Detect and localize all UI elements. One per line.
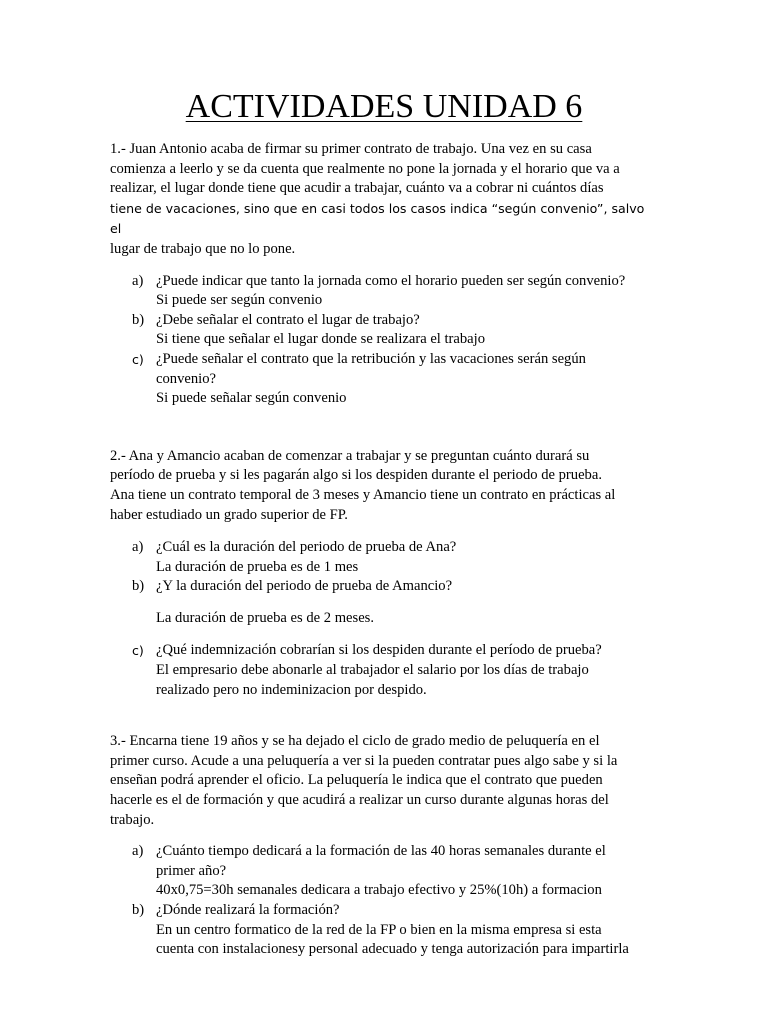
list-marker: c) xyxy=(132,351,144,367)
list-item xyxy=(110,577,658,628)
section-1 xyxy=(110,140,658,409)
intro-line: 2.- Ana y Amancio acaban de comenzar a trabajar y se preguntan cuánto durará su xyxy=(110,447,590,464)
intro-line: enseñan podrá aprender el oficio. La peluquería le indica que el contrato que pueden xyxy=(110,772,603,789)
intro-line: tiene de vacaciones, sino que en casi todos los casos indica “según convenio”, salvo el xyxy=(110,200,645,237)
answer-text: La duración de prueba es de 2 meses. xyxy=(156,609,375,626)
section-3-questions xyxy=(110,842,658,960)
section-1-intro xyxy=(110,140,658,260)
intro-line: lugar de trabajo que no lo pone. xyxy=(110,240,296,257)
answer-text: En un centro formatico de la red de la FP o bien en la misma empresa si esta xyxy=(156,921,602,938)
question-text: ¿Debe señalar el contrato el lugar de trabajo? xyxy=(156,311,420,328)
list-item xyxy=(110,311,658,350)
list-marker: b) xyxy=(132,311,145,328)
answer-text: realizado pero no indeminizacion por despido. xyxy=(156,681,427,698)
list-item xyxy=(110,538,658,577)
intro-line: trabajo. xyxy=(110,811,155,828)
answer-text: cuenta con instalacionesy personal adecuado y tenga autorización para impartirla xyxy=(156,941,629,958)
question-text: convenio? xyxy=(156,370,216,387)
intro-line: primer curso. Acude a una peluquería a ver si la pueden contratar pues algo sabe y si la xyxy=(110,752,618,769)
list-item xyxy=(110,901,658,960)
intro-line: comienza a leerlo y se da cuenta que realmente no pone la jornada y el horario que va a xyxy=(110,160,620,177)
question-text: ¿Puede señalar el contrato que la retribución y las vacaciones serán según xyxy=(156,350,586,367)
question-text: primer año? xyxy=(156,862,227,879)
list-item xyxy=(110,350,658,409)
section-3-intro xyxy=(110,732,658,830)
question-text: ¿Y la duración del periodo de prueba de Amancio? xyxy=(156,578,453,595)
section-2 xyxy=(110,447,658,701)
section-1-questions xyxy=(110,272,658,409)
answer-text: El empresario debe abonarle al trabajador el salario por los días de trabajo xyxy=(156,662,589,679)
question-text: ¿Qué indemnización cobrarían si los despiden durante el período de prueba? xyxy=(156,642,602,659)
question-text: ¿Dónde realizará la formación? xyxy=(156,902,340,918)
section-2-intro xyxy=(110,447,658,525)
list-marker: a) xyxy=(132,539,144,556)
intro-line: 3.- Encarna tiene 19 años y se ha dejado el ciclo de grado medio de peluquería en el xyxy=(110,733,600,750)
list-marker: b) xyxy=(132,578,145,595)
intro-line: 1.- Juan Antonio acaba de firmar su primer contrato de trabajo. Una vez en su casa xyxy=(110,141,592,157)
answer-text: Si tiene que señalar el lugar donde se realizara el trabajo xyxy=(156,331,486,348)
answer-text: 40x0,75=30h semanales dedicara a trabajo efectivo y 25%(10h) a formacion xyxy=(156,882,602,899)
answer-text: La duración de prueba es de 1 mes xyxy=(156,558,359,575)
question-text: ¿Puede indicar que tanto la jornada como el horario pueden ser según convenio? xyxy=(156,272,626,289)
list-item xyxy=(110,272,658,311)
intro-line: Ana tiene un contrato temporal de 3 meses y Amancio tiene un contrato en prácticas al xyxy=(110,486,616,503)
intro-line: hacerle es el de formación y que acudirá a realizar un curso durante algunas horas del xyxy=(110,792,609,809)
page-title: ACTIVIDADES UNIDAD 6 xyxy=(185,88,583,125)
question-text: ¿Cuál es la duración del periodo de prueba de Ana? xyxy=(156,539,457,556)
list-marker: b) xyxy=(132,902,145,918)
answer-text: Si puede ser según convenio xyxy=(156,292,323,309)
intro-line: realizar, el lugar donde tiene que acudir a trabajar, cuánto va a cobrar ni cuántos días xyxy=(110,180,604,197)
section-2-questions xyxy=(110,538,658,700)
list-item xyxy=(110,641,658,700)
list-marker: c) xyxy=(132,643,144,659)
list-marker: a) xyxy=(132,843,144,860)
list-item xyxy=(110,842,658,901)
answer-text: Si puede señalar según convenio xyxy=(156,390,347,407)
intro-line: haber estudiado un grado superior de FP. xyxy=(110,506,348,523)
intro-line: período de prueba y si les pagarán algo si los despiden durante el periodo de prueba. xyxy=(110,467,602,484)
section-3 xyxy=(110,732,658,960)
list-marker: a) xyxy=(132,272,144,289)
question-text: ¿Cuánto tiempo dedicará a la formación de las 40 horas semanales durante el xyxy=(156,843,606,860)
